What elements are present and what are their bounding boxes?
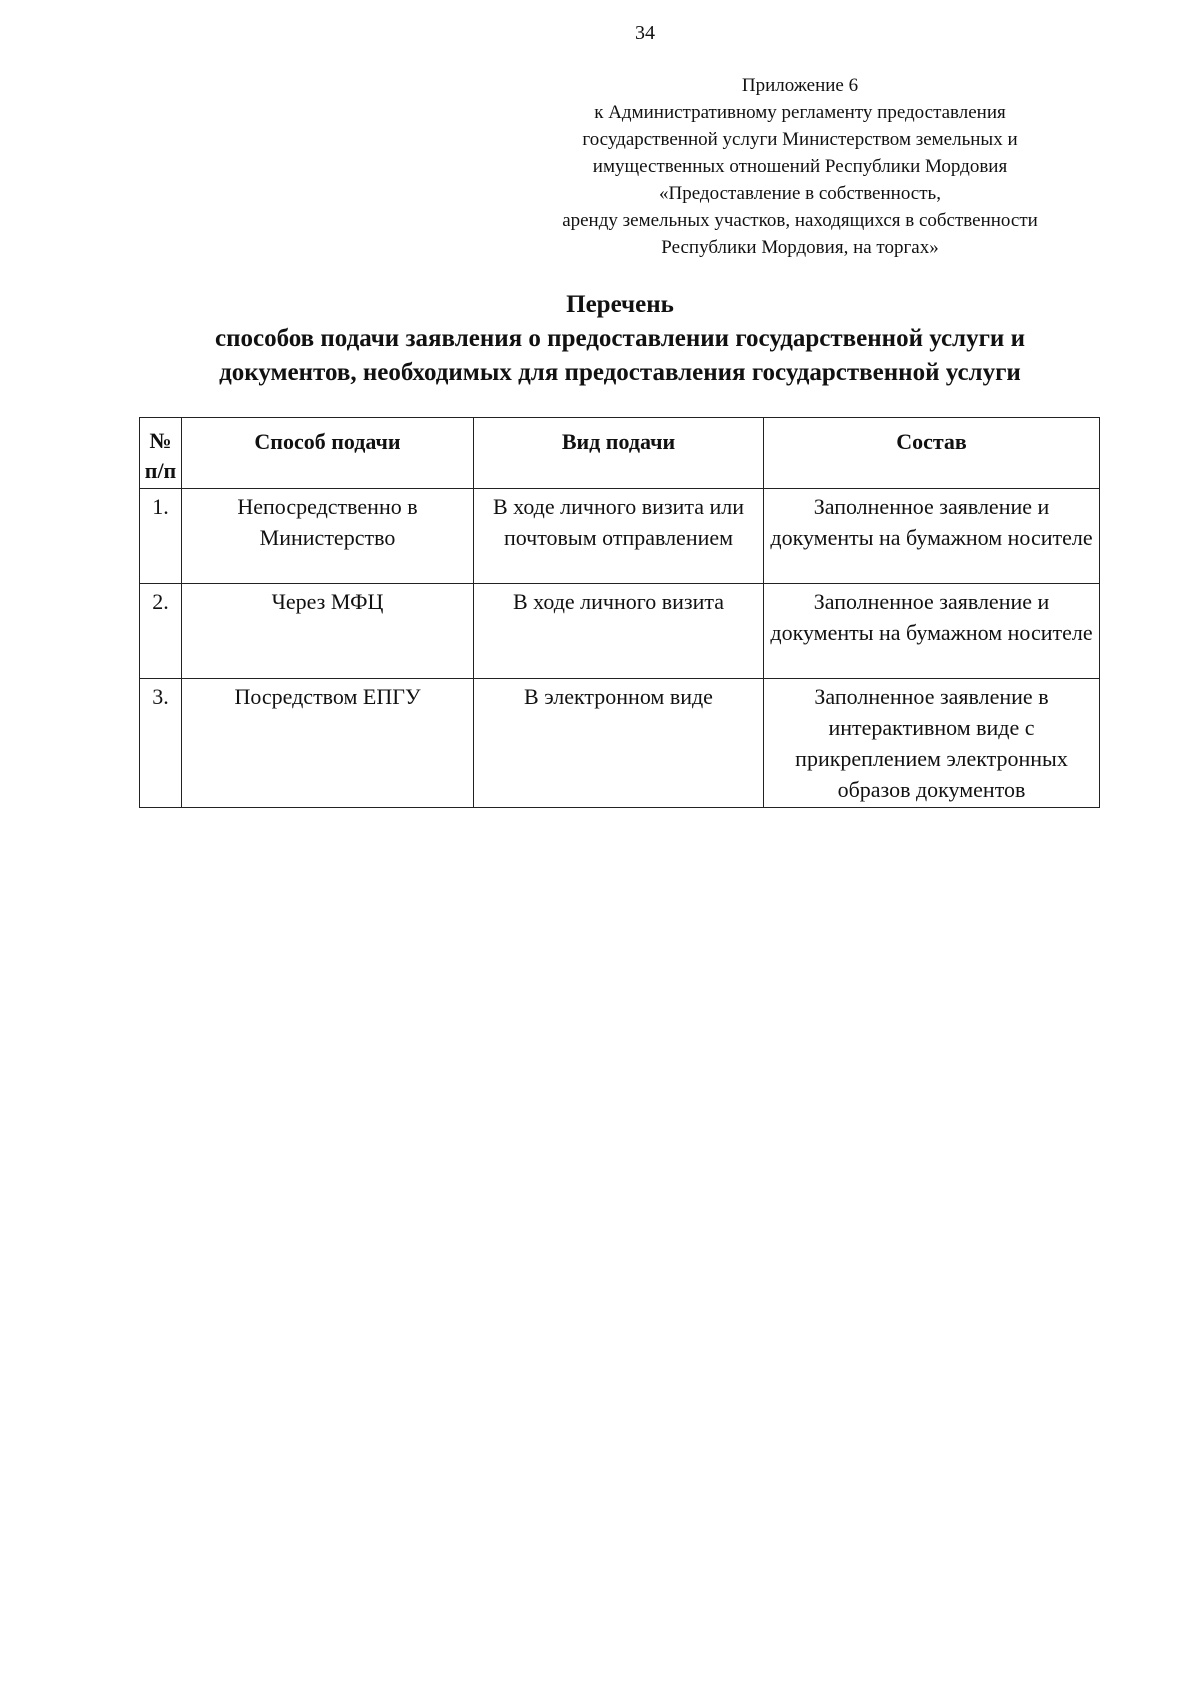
title-line: документов, необходимых для предоставления государственной услуги [219, 359, 1021, 386]
header-number: № п/п [140, 418, 182, 489]
title-line: способов подачи заявления о предоставлении государственной услуги и [214, 325, 1025, 352]
cell-number: 3. [140, 679, 182, 808]
appendix-line: имущественных отношений Республики Мордовия [592, 156, 1008, 177]
title-line: Перечень [566, 291, 674, 318]
appendix-line: аренду земельных участков, находящихся в собственности [562, 210, 1038, 231]
cell-type: В ходе личного визита [474, 584, 764, 679]
header-method: Способ подачи [182, 418, 474, 489]
cell-method: Посредством ЕПГУ [182, 679, 474, 808]
table-header-row [140, 418, 1100, 489]
cell-type: В электронном виде [474, 679, 764, 808]
cell-type: В ходе личного визита или почтовым отправлением [474, 489, 764, 584]
header-type: Вид подачи [474, 418, 764, 489]
submission-methods-table [139, 417, 1100, 808]
table-row [140, 679, 1100, 808]
appendix-line: Республики Мордовия, на торгах» [661, 237, 939, 258]
document-title [140, 288, 1100, 390]
appendix-line: государственной услуги Министерством земельных и [582, 129, 1018, 150]
appendix-line: к Административному регламенту предоставления [594, 102, 1006, 123]
header-composition: Состав [764, 418, 1100, 489]
cell-number: 2. [140, 584, 182, 679]
table-row [140, 584, 1100, 679]
cell-method: Через МФЦ [182, 584, 474, 679]
appendix-line: «Предоставление в собственность, [659, 183, 941, 204]
appendix-line: Приложение 6 [741, 75, 859, 96]
cell-method: Непосредственно в Министерство [182, 489, 474, 584]
cell-composition: Заполненное заявление и документы на бумажном носителе [764, 489, 1100, 584]
cell-composition: Заполненное заявление и документы на бумажном носителе [764, 584, 1100, 679]
page-number: 34 [635, 22, 655, 44]
cell-number: 1. [140, 489, 182, 584]
cell-composition: Заполненное заявление в интерактивном виде с прикреплением электронных образов документов [764, 679, 1100, 808]
table-row [140, 489, 1100, 584]
appendix-header [500, 72, 1100, 261]
